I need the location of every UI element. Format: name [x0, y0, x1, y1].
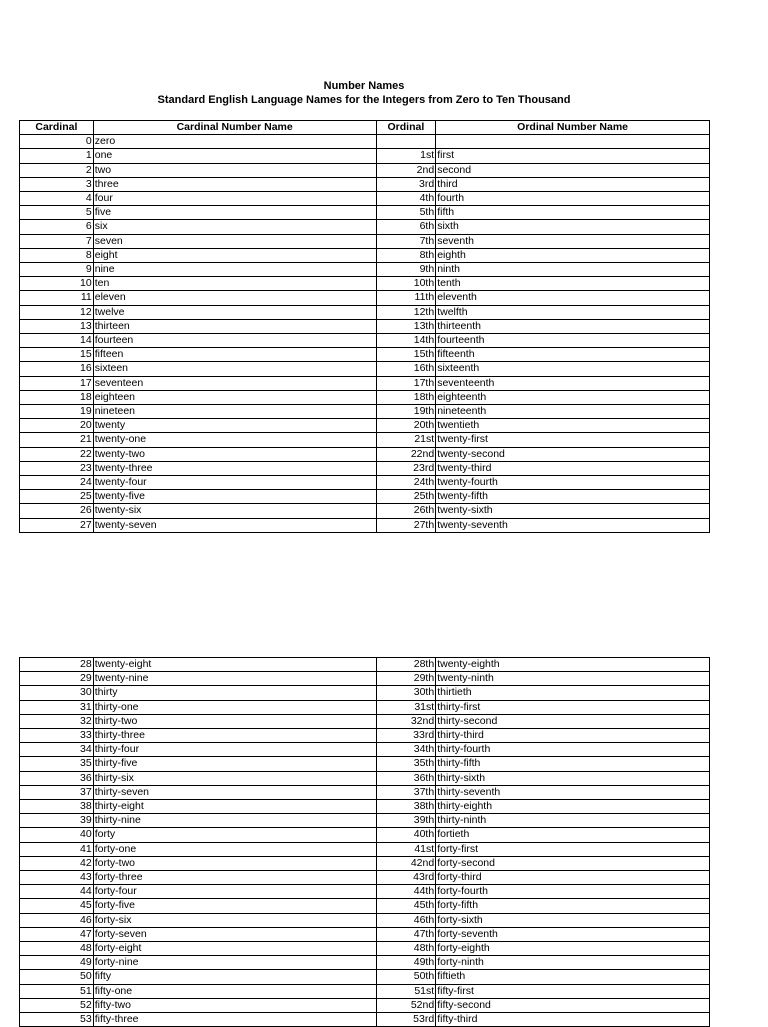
- cardinal-cell: 21: [20, 433, 94, 447]
- table-row: [20, 277, 710, 291]
- cardinal-cell: 41: [20, 842, 94, 856]
- ordinal-cell: 42nd: [376, 856, 436, 870]
- cardinal-name-cell: twelve: [93, 305, 376, 319]
- table-row: [20, 714, 710, 728]
- ordinal-cell: 45th: [376, 899, 436, 913]
- cardinal-cell: 5: [20, 206, 94, 220]
- ordinal-cell: 44th: [376, 885, 436, 899]
- ordinal-cell: 15th: [376, 348, 436, 362]
- table-row: [20, 700, 710, 714]
- table-row: [20, 405, 710, 419]
- ordinal-cell: 6th: [376, 220, 436, 234]
- cardinal-name-cell: zero: [93, 135, 376, 149]
- table-row: [20, 757, 710, 771]
- ordinal-cell: 39th: [376, 814, 436, 828]
- table-row: [20, 913, 710, 927]
- ordinal-cell: 13th: [376, 319, 436, 333]
- ordinal-name-cell: twenty-eighth: [436, 658, 710, 672]
- ordinal-cell: 26th: [376, 504, 436, 518]
- ordinal-name-cell: thirty-ninth: [436, 814, 710, 828]
- cardinal-cell: 32: [20, 714, 94, 728]
- table-row: [20, 419, 710, 433]
- ordinal-cell: 17th: [376, 376, 436, 390]
- table-row: [20, 658, 710, 672]
- cardinal-name-cell: fifty-two: [93, 998, 376, 1012]
- ordinal-name-cell: fifty-first: [436, 984, 710, 998]
- table-row: [20, 504, 710, 518]
- table-row: [20, 319, 710, 333]
- ordinal-name-cell: twenty-sixth: [436, 504, 710, 518]
- table-2-body: [20, 658, 710, 1027]
- ordinal-cell: 21st: [376, 433, 436, 447]
- ordinal-cell: 9th: [376, 263, 436, 277]
- ordinal-name-cell: third: [436, 177, 710, 191]
- ordinal-cell: 3rd: [376, 177, 436, 191]
- cardinal-cell: 43: [20, 871, 94, 885]
- ordinal-cell: 7th: [376, 234, 436, 248]
- number-names-table-1: [19, 120, 710, 533]
- ordinal-cell: 52nd: [376, 998, 436, 1012]
- table-row: [20, 785, 710, 799]
- ordinal-cell: 33rd: [376, 729, 436, 743]
- ordinal-name-cell: eighth: [436, 248, 710, 262]
- ordinal-cell: 53rd: [376, 1013, 436, 1027]
- table-row: [20, 518, 710, 532]
- cardinal-name-cell: forty-nine: [93, 956, 376, 970]
- cardinal-name-cell: eighteen: [93, 390, 376, 404]
- cardinal-cell: 13: [20, 319, 94, 333]
- table-row: [20, 163, 710, 177]
- ordinal-name-cell: sixth: [436, 220, 710, 234]
- ordinal-cell: 51st: [376, 984, 436, 998]
- cardinal-name-cell: twenty-eight: [93, 658, 376, 672]
- ordinal-cell: 41st: [376, 842, 436, 856]
- ordinal-cell: 8th: [376, 248, 436, 262]
- table-row: [20, 686, 710, 700]
- ordinal-cell: 29th: [376, 672, 436, 686]
- cardinal-cell: 0: [20, 135, 94, 149]
- table-row: [20, 334, 710, 348]
- ordinal-name-cell: fiftieth: [436, 970, 710, 984]
- ordinal-cell: 20th: [376, 419, 436, 433]
- cardinal-name-cell: sixteen: [93, 362, 376, 376]
- cardinal-name-cell: four: [93, 192, 376, 206]
- cardinal-name-cell: thirty: [93, 686, 376, 700]
- cardinal-cell: 33: [20, 729, 94, 743]
- table-row: [20, 263, 710, 277]
- ordinal-cell: 36th: [376, 771, 436, 785]
- ordinal-name-cell: eleventh: [436, 291, 710, 305]
- cardinal-name-cell: twenty-seven: [93, 518, 376, 532]
- ordinal-cell: 24th: [376, 476, 436, 490]
- ordinal-name-cell: ninth: [436, 263, 710, 277]
- ordinal-cell: 50th: [376, 970, 436, 984]
- cardinal-name-cell: six: [93, 220, 376, 234]
- cardinal-cell: 40: [20, 828, 94, 842]
- ordinal-name-cell: [436, 135, 710, 149]
- ordinal-name-cell: fifth: [436, 206, 710, 220]
- document-title: Number Names: [323, 80, 405, 92]
- ordinal-name-cell: eighteenth: [436, 390, 710, 404]
- ordinal-name-cell: twenty-third: [436, 461, 710, 475]
- table-row: [20, 729, 710, 743]
- ordinal-name-cell: thirty-eighth: [436, 800, 710, 814]
- ordinal-name-cell: twenty-second: [436, 447, 710, 461]
- cardinal-name-cell: forty-one: [93, 842, 376, 856]
- cardinal-cell: 23: [20, 461, 94, 475]
- ordinal-cell: 28th: [376, 658, 436, 672]
- table-row: [20, 970, 710, 984]
- ordinal-name-cell: forty-ninth: [436, 956, 710, 970]
- ordinal-name-cell: thirteenth: [436, 319, 710, 333]
- ordinal-cell: 31st: [376, 700, 436, 714]
- cardinal-name-cell: three: [93, 177, 376, 191]
- cardinal-name-cell: two: [93, 163, 376, 177]
- ordinal-cell: 11th: [376, 291, 436, 305]
- ordinal-name-cell: thirty-sixth: [436, 771, 710, 785]
- ordinal-name-cell: fifty-second: [436, 998, 710, 1012]
- cardinal-cell: 34: [20, 743, 94, 757]
- table-row: [20, 828, 710, 842]
- cardinal-cell: 20: [20, 419, 94, 433]
- ordinal-name-cell: forty-seventh: [436, 927, 710, 941]
- table-row: [20, 248, 710, 262]
- ordinal-name-cell: twenty-fourth: [436, 476, 710, 490]
- cardinal-name-cell: twenty-six: [93, 504, 376, 518]
- cardinal-name-cell: seven: [93, 234, 376, 248]
- cardinal-cell: 11: [20, 291, 94, 305]
- ordinal-cell: 30th: [376, 686, 436, 700]
- ordinal-cell: 4th: [376, 192, 436, 206]
- ordinal-cell: 43rd: [376, 871, 436, 885]
- cardinal-cell: 36: [20, 771, 94, 785]
- ordinal-cell: 22nd: [376, 447, 436, 461]
- cardinal-name-cell: five: [93, 206, 376, 220]
- cardinal-cell: 53: [20, 1013, 94, 1027]
- table-row: [20, 771, 710, 785]
- table-row: [20, 490, 710, 504]
- table-row: [20, 672, 710, 686]
- cardinal-name-cell: twenty-nine: [93, 672, 376, 686]
- cardinal-cell: 26: [20, 504, 94, 518]
- ordinal-cell: 46th: [376, 913, 436, 927]
- cardinal-name-cell: forty-two: [93, 856, 376, 870]
- cardinal-name-cell: forty-three: [93, 871, 376, 885]
- ordinal-name-cell: fourteenth: [436, 334, 710, 348]
- table-row: [20, 743, 710, 757]
- table-row: [20, 461, 710, 475]
- table-row: [20, 984, 710, 998]
- table-row: [20, 362, 710, 376]
- ordinal-name-cell: thirty-third: [436, 729, 710, 743]
- cardinal-cell: 18: [20, 390, 94, 404]
- table-row: [20, 291, 710, 305]
- ordinal-name-cell: forty-third: [436, 871, 710, 885]
- table-row: [20, 885, 710, 899]
- cardinal-name-cell: thirty-seven: [93, 785, 376, 799]
- ordinal-name-cell: second: [436, 163, 710, 177]
- cardinal-name-cell: fifteen: [93, 348, 376, 362]
- header-cardinal: Cardinal: [20, 121, 94, 135]
- ordinal-cell: 16th: [376, 362, 436, 376]
- cardinal-name-cell: twenty-five: [93, 490, 376, 504]
- cardinal-name-cell: forty-four: [93, 885, 376, 899]
- cardinal-name-cell: forty-seven: [93, 927, 376, 941]
- cardinal-cell: 4: [20, 192, 94, 206]
- cardinal-name-cell: thirty-five: [93, 757, 376, 771]
- ordinal-cell: 35th: [376, 757, 436, 771]
- cardinal-name-cell: forty: [93, 828, 376, 842]
- ordinal-cell: 25th: [376, 490, 436, 504]
- ordinal-cell: 10th: [376, 277, 436, 291]
- ordinal-cell: 19th: [376, 405, 436, 419]
- ordinal-name-cell: fifty-third: [436, 1013, 710, 1027]
- ordinal-name-cell: sixteenth: [436, 362, 710, 376]
- cardinal-name-cell: seventeen: [93, 376, 376, 390]
- header-ordinal-number-name: Ordinal Number Name: [436, 121, 710, 135]
- cardinal-name-cell: thirty-two: [93, 714, 376, 728]
- ordinal-name-cell: twentieth: [436, 419, 710, 433]
- ordinal-cell: 34th: [376, 743, 436, 757]
- cardinal-cell: 39: [20, 814, 94, 828]
- cardinal-name-cell: fifty-three: [93, 1013, 376, 1027]
- ordinal-cell: 2nd: [376, 163, 436, 177]
- cardinal-cell: 9: [20, 263, 94, 277]
- table-row: [20, 348, 710, 362]
- ordinal-name-cell: thirty-seventh: [436, 785, 710, 799]
- table-row: [20, 800, 710, 814]
- ordinal-cell: 12th: [376, 305, 436, 319]
- ordinal-name-cell: fourth: [436, 192, 710, 206]
- cardinal-name-cell: forty-five: [93, 899, 376, 913]
- cardinal-name-cell: thirty-nine: [93, 814, 376, 828]
- table-row: [20, 149, 710, 163]
- ordinal-name-cell: thirty-second: [436, 714, 710, 728]
- ordinal-cell: 48th: [376, 942, 436, 956]
- cardinal-cell: 3: [20, 177, 94, 191]
- table-1-body: [20, 135, 710, 533]
- cardinal-cell: 29: [20, 672, 94, 686]
- table-row: [20, 234, 710, 248]
- ordinal-name-cell: seventeenth: [436, 376, 710, 390]
- ordinal-cell: 32nd: [376, 714, 436, 728]
- cardinal-cell: 42: [20, 856, 94, 870]
- cardinal-cell: 24: [20, 476, 94, 490]
- cardinal-cell: 46: [20, 913, 94, 927]
- table-row: [20, 192, 710, 206]
- ordinal-name-cell: twenty-first: [436, 433, 710, 447]
- cardinal-cell: 6: [20, 220, 94, 234]
- cardinal-name-cell: twenty-one: [93, 433, 376, 447]
- cardinal-name-cell: thirteen: [93, 319, 376, 333]
- number-names-table-2: [19, 657, 710, 1027]
- cardinal-cell: 30: [20, 686, 94, 700]
- cardinal-name-cell: thirty-one: [93, 700, 376, 714]
- cardinal-name-cell: thirty-eight: [93, 800, 376, 814]
- header-cardinal-number-name: Cardinal Number Name: [93, 121, 376, 135]
- table-row: [20, 814, 710, 828]
- ordinal-name-cell: tenth: [436, 277, 710, 291]
- ordinal-name-cell: thirty-first: [436, 700, 710, 714]
- cardinal-cell: 31: [20, 700, 94, 714]
- table-row: [20, 135, 710, 149]
- cardinal-cell: 35: [20, 757, 94, 771]
- table-row: [20, 447, 710, 461]
- cardinal-cell: 50: [20, 970, 94, 984]
- ordinal-cell: 40th: [376, 828, 436, 842]
- table-row: [20, 476, 710, 490]
- cardinal-name-cell: twenty-four: [93, 476, 376, 490]
- table-row: [20, 376, 710, 390]
- cardinal-name-cell: nineteen: [93, 405, 376, 419]
- table-row: [20, 956, 710, 970]
- cardinal-cell: 27: [20, 518, 94, 532]
- ordinal-cell: 1st: [376, 149, 436, 163]
- cardinal-name-cell: thirty-six: [93, 771, 376, 785]
- header-ordinal: Ordinal: [376, 121, 436, 135]
- table-header-row: [20, 121, 710, 135]
- cardinal-cell: 7: [20, 234, 94, 248]
- table-row: [20, 433, 710, 447]
- table-row: [20, 871, 710, 885]
- cardinal-cell: 2: [20, 163, 94, 177]
- ordinal-name-cell: forty-fifth: [436, 899, 710, 913]
- ordinal-name-cell: thirty-fourth: [436, 743, 710, 757]
- cardinal-name-cell: one: [93, 149, 376, 163]
- cardinal-cell: 14: [20, 334, 94, 348]
- ordinal-name-cell: forty-sixth: [436, 913, 710, 927]
- cardinal-name-cell: thirty-three: [93, 729, 376, 743]
- table-row: [20, 177, 710, 191]
- table-row: [20, 927, 710, 941]
- table-row: [20, 998, 710, 1012]
- ordinal-name-cell: fortieth: [436, 828, 710, 842]
- table-row: [20, 220, 710, 234]
- cardinal-name-cell: forty-eight: [93, 942, 376, 956]
- cardinal-cell: 25: [20, 490, 94, 504]
- ordinal-name-cell: twenty-ninth: [436, 672, 710, 686]
- ordinal-name-cell: thirty-fifth: [436, 757, 710, 771]
- cardinal-cell: 1: [20, 149, 94, 163]
- ordinal-name-cell: twenty-fifth: [436, 490, 710, 504]
- table-row: [20, 1013, 710, 1027]
- ordinal-name-cell: twelfth: [436, 305, 710, 319]
- cardinal-cell: 49: [20, 956, 94, 970]
- ordinal-cell: 14th: [376, 334, 436, 348]
- ordinal-name-cell: forty-first: [436, 842, 710, 856]
- ordinal-name-cell: twenty-seventh: [436, 518, 710, 532]
- table-row: [20, 899, 710, 913]
- cardinal-name-cell: forty-six: [93, 913, 376, 927]
- ordinal-name-cell: first: [436, 149, 710, 163]
- ordinal-name-cell: fifteenth: [436, 348, 710, 362]
- table-row: [20, 305, 710, 319]
- ordinal-cell: 18th: [376, 390, 436, 404]
- cardinal-cell: 51: [20, 984, 94, 998]
- cardinal-cell: 28: [20, 658, 94, 672]
- cardinal-name-cell: ten: [93, 277, 376, 291]
- ordinal-cell: 5th: [376, 206, 436, 220]
- cardinal-name-cell: twenty: [93, 419, 376, 433]
- cardinal-cell: 8: [20, 248, 94, 262]
- ordinal-name-cell: forty-second: [436, 856, 710, 870]
- cardinal-cell: 45: [20, 899, 94, 913]
- cardinal-cell: 10: [20, 277, 94, 291]
- cardinal-cell: 37: [20, 785, 94, 799]
- cardinal-name-cell: fourteen: [93, 334, 376, 348]
- cardinal-cell: 47: [20, 927, 94, 941]
- ordinal-cell: 23rd: [376, 461, 436, 475]
- ordinal-name-cell: forty-eighth: [436, 942, 710, 956]
- cardinal-name-cell: fifty-one: [93, 984, 376, 998]
- cardinal-cell: 44: [20, 885, 94, 899]
- ordinal-cell: 47th: [376, 927, 436, 941]
- cardinal-cell: 12: [20, 305, 94, 319]
- ordinal-name-cell: seventh: [436, 234, 710, 248]
- ordinal-cell: 27th: [376, 518, 436, 532]
- table-row: [20, 942, 710, 956]
- cardinal-name-cell: twenty-three: [93, 461, 376, 475]
- cardinal-cell: 22: [20, 447, 94, 461]
- ordinal-name-cell: thirtieth: [436, 686, 710, 700]
- cardinal-cell: 52: [20, 998, 94, 1012]
- cardinal-cell: 19: [20, 405, 94, 419]
- ordinal-name-cell: forty-fourth: [436, 885, 710, 899]
- cardinal-name-cell: eleven: [93, 291, 376, 305]
- table-row: [20, 390, 710, 404]
- cardinal-cell: 48: [20, 942, 94, 956]
- table-row: [20, 206, 710, 220]
- cardinal-cell: 15: [20, 348, 94, 362]
- cardinal-cell: 16: [20, 362, 94, 376]
- ordinal-name-cell: nineteenth: [436, 405, 710, 419]
- ordinal-cell: 38th: [376, 800, 436, 814]
- table-row: [20, 856, 710, 870]
- cardinal-cell: 38: [20, 800, 94, 814]
- ordinal-cell: [376, 135, 436, 149]
- cardinal-name-cell: fifty: [93, 970, 376, 984]
- cardinal-name-cell: twenty-two: [93, 447, 376, 461]
- ordinal-cell: 49th: [376, 956, 436, 970]
- ordinal-cell: 37th: [376, 785, 436, 799]
- cardinal-name-cell: eight: [93, 248, 376, 262]
- cardinal-name-cell: thirty-four: [93, 743, 376, 757]
- cardinal-cell: 17: [20, 376, 94, 390]
- table-row: [20, 842, 710, 856]
- document-subtitle: Standard English Language Names for the Integers from Zero to Ten Thousand: [157, 94, 571, 106]
- cardinal-name-cell: nine: [93, 263, 376, 277]
